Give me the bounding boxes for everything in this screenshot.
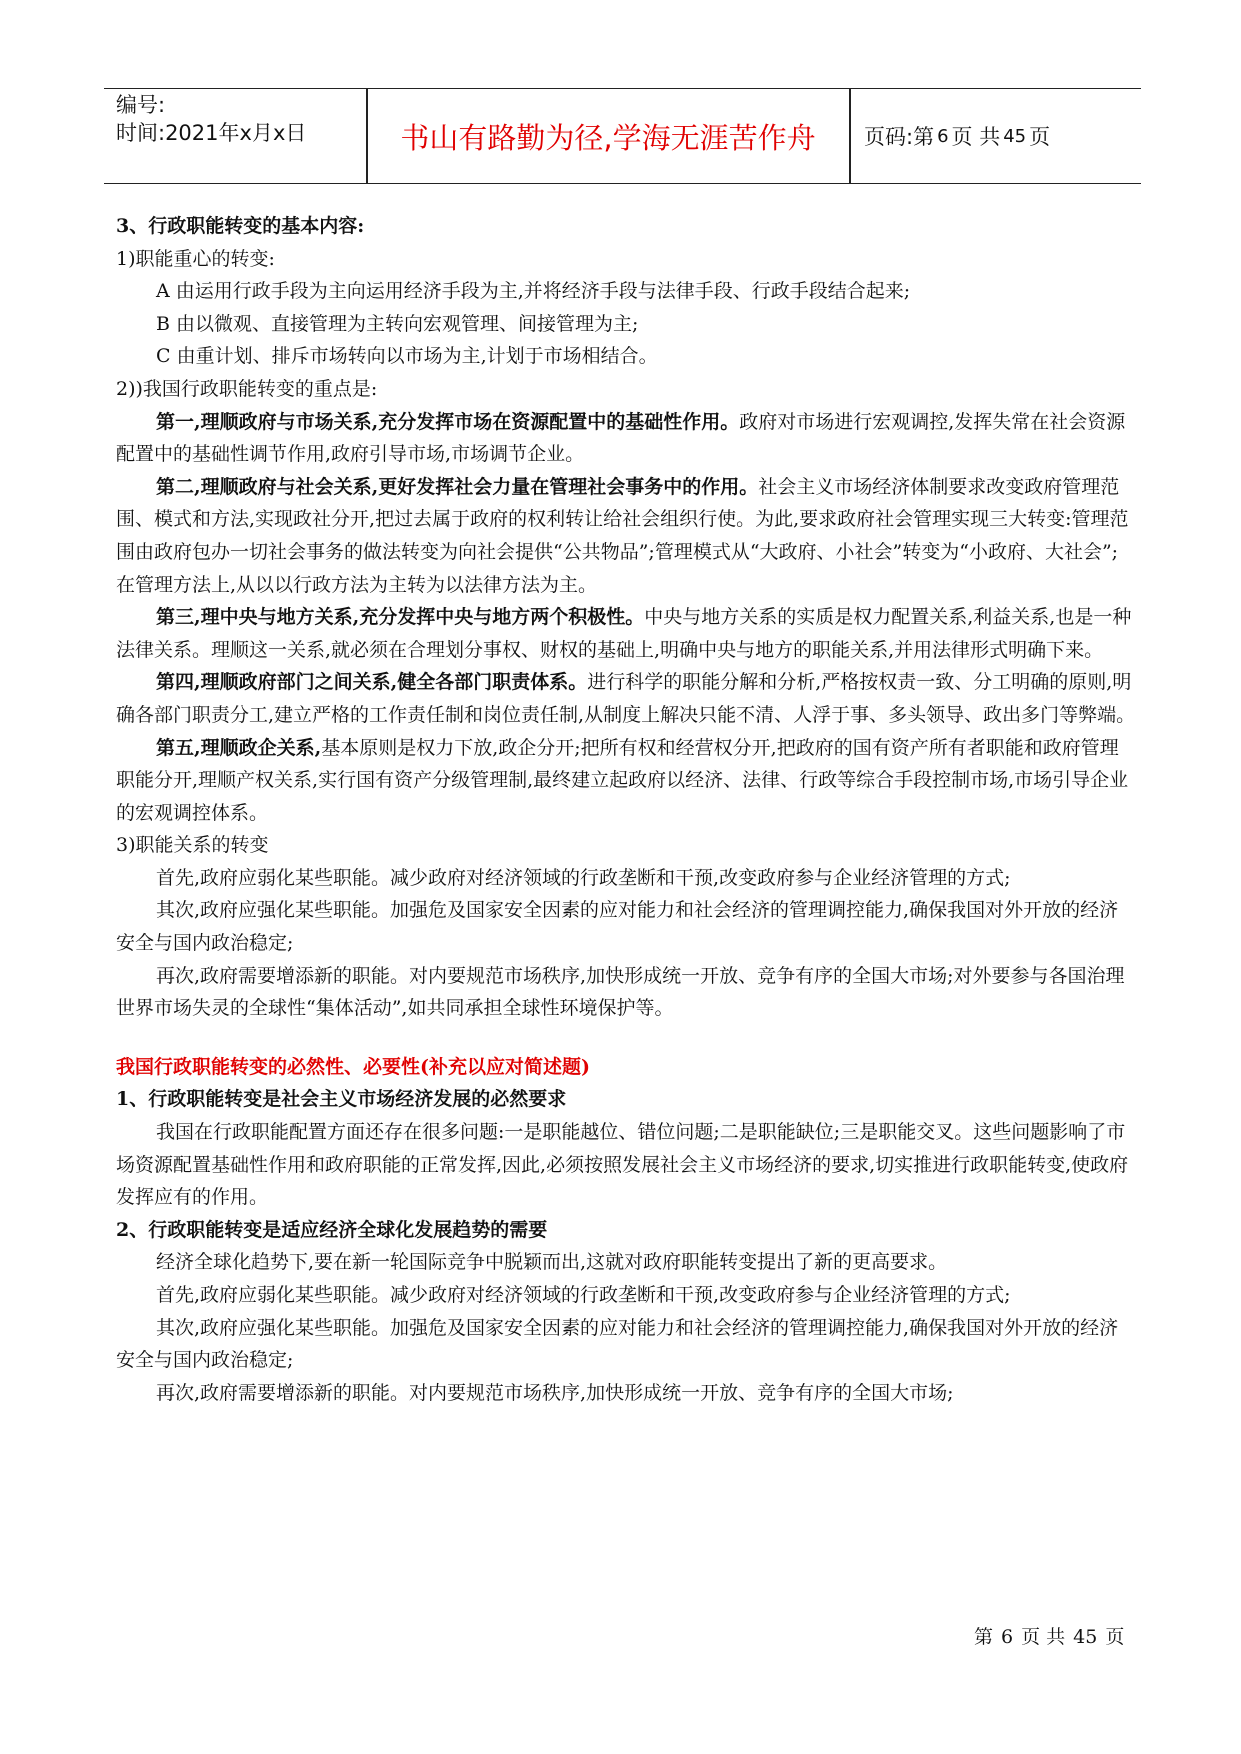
header-motto: 书山有路勤为径,学海无涯苦作舟 xyxy=(400,120,816,155)
section-heading: 3、行政职能转变的基本内容: xyxy=(116,215,365,237)
paragraph: 其次,政府应强化某些职能。加强危及国家安全因素的应对能力和社会经济的管理调控能力,确保我国对外开放的经济安全与国内政治稳定; xyxy=(116,899,1119,955)
subheading: 2))我国行政职能转变的重点是: xyxy=(116,377,378,400)
page-prefix: 页码:第 xyxy=(864,125,935,149)
subheading: 2、行政职能转变是适应经济全球化发展趋势的需要 xyxy=(116,1218,548,1241)
paragraph: 再次,政府需要增添新的职能。对内要规范市场秩序,加快形成统一开放、竞争有序的全国大市场;对外要参与各国治理世界市场失灵的全球性“集体活动”,如共同承担全球性环境保护等。 xyxy=(116,964,1125,1020)
paragraph-lead: 第三,理中央与地方关系,充分发挥中央与地方两个积极性。 xyxy=(156,606,645,629)
paragraph-text: 社会主义市场经济体制要求改变政府管理范围、模式和方法,实现政社分开,把过去属于政府的权利转让给社会组织行使。为此,要求政府社会管理实现三大转变:管理范围由政府包办一切社会事务的做法转变为向社会提供“公共物品”;管理模式从“大政府、小社会”转变为“小政府、大社会”;在管理方法上,从以以行政方法为主转为以法律方法为主。 xyxy=(116,475,1129,596)
footer-prefix: 第 xyxy=(974,1626,994,1648)
paragraph xyxy=(116,666,1136,731)
paragraph-text: 进行科学的职能分解和分析,严格按权责一致、分工明确的原则,明确各部门职责分工,建立严格的工作责任制和岗位责任制,从制度上解决只能不清、人浮于事、多头领导、政出多门等弊端。 xyxy=(116,671,1136,726)
paragraph xyxy=(116,406,1136,471)
footer-suffix: 页 xyxy=(1105,1626,1125,1648)
page-suffix: 页 xyxy=(1029,125,1051,149)
paragraph-lead: 第一,理顺政府与市场关系,充分发挥市场在资源配置中的基础性作用。 xyxy=(156,410,740,433)
paragraph-lead: 第四,理顺政府部门之间关系,健全各部门职责体系。 xyxy=(156,671,588,694)
list-item: A 由运用行政手段为主向运用经济手段为主,并将经济手段与法律手段、行政手段结合起来; xyxy=(156,280,911,303)
document-body xyxy=(116,210,1136,1409)
paragraph-lead: 第五,理顺政企关系, xyxy=(156,736,322,759)
section-heading-red: 我国行政职能转变的必然性、必要性(补充以应对简述题) xyxy=(116,1055,590,1078)
page-header xyxy=(104,88,1141,184)
header-page-info xyxy=(864,89,1050,183)
page-footer xyxy=(970,1622,1128,1649)
page-mid: 页 共 xyxy=(951,125,1001,149)
paragraph: 其次,政府应强化某些职能。加强危及国家安全因素的应对能力和社会经济的管理调控能力,确保我国对外开放的经济安全与国内政治稳定; xyxy=(116,1316,1119,1372)
footer-mid: 页 共 xyxy=(1021,1626,1066,1648)
list-item: C 由重计划、排斥市场转向以市场为主,计划于市场相结合。 xyxy=(156,345,658,368)
spacer xyxy=(116,1025,1136,1051)
page-number: 6 xyxy=(937,125,949,147)
header-meta xyxy=(116,91,366,147)
subheading: 1、行政职能转变是社会主义市场经济发展的必然要求 xyxy=(116,1088,567,1111)
paragraph-text: 基本原则是权力下放,政企分开;把所有权和经营权分开,把政府的国有资产所有者职能和政府管理职能分开,理顺产权关系,实行国有资产分级管理制,最终建立起政府以经济、法律、行政等综合手段控制市场,市场引导企业的宏观调控体系。 xyxy=(116,736,1129,824)
document-number-label: 编号: xyxy=(116,93,166,117)
paragraph-text: 中央与地方关系的实质是权力配置关系,利益关系,也是一种法律关系。理顺这一关系,就必须在合理划分事权、财权的基础上,明确中央与地方的职能关系,并用法律形式明确下来。 xyxy=(116,606,1132,661)
paragraph: 首先,政府应弱化某些职能。减少政府对经济领域的行政垄断和干预,改变政府参与企业经济管理的方式; xyxy=(156,866,1011,889)
paragraph: 经济全球化趋势下,要在新一轮国际竞争中脱颖而出,这就对政府职能转变提出了新的更高要求。 xyxy=(156,1251,948,1274)
document-time: 时间:2021年x月x日 xyxy=(116,121,307,145)
footer-page: 6 xyxy=(1001,1626,1014,1648)
header-divider xyxy=(849,89,851,183)
list-item: B 由以微观、直接管理为主转向宏观管理、间接管理为主; xyxy=(156,312,639,335)
page-total: 45 xyxy=(1003,125,1027,147)
paragraph xyxy=(116,471,1136,601)
paragraph-lead: 第二,理顺政府与社会关系,更好发挥社会力量在管理社会事务中的作用。 xyxy=(156,475,759,498)
paragraph: 再次,政府需要增添新的职能。对内要规范市场秩序,加快形成统一开放、竞争有序的全国大市场; xyxy=(156,1381,954,1404)
paragraph: 我国在行政职能配置方面还存在很多问题:一是职能越位、错位问题;二是职能缺位;三是职能交叉。这些问题影响了市场资源配置基础性作用和政府职能的正常发挥,因此,必须按照发展社会主义市场经济的要求,切实推进行政职能转变,使政府发挥应有的作用。 xyxy=(116,1121,1129,1209)
paragraph-text: 政府对市场进行宏观调控,发挥失常在社会资源配置中的基础性调节作用,政府引导市场,市场调节企业。 xyxy=(116,410,1126,466)
footer-total: 45 xyxy=(1073,1626,1098,1648)
paragraph xyxy=(116,732,1136,830)
subheading: 3)职能关系的转变 xyxy=(116,834,269,857)
paragraph: 首先,政府应弱化某些职能。减少政府对经济领域的行政垄断和干预,改变政府参与企业经济管理的方式; xyxy=(156,1284,1011,1306)
subheading: 1)职能重心的转变: xyxy=(116,247,275,270)
paragraph xyxy=(116,601,1136,666)
